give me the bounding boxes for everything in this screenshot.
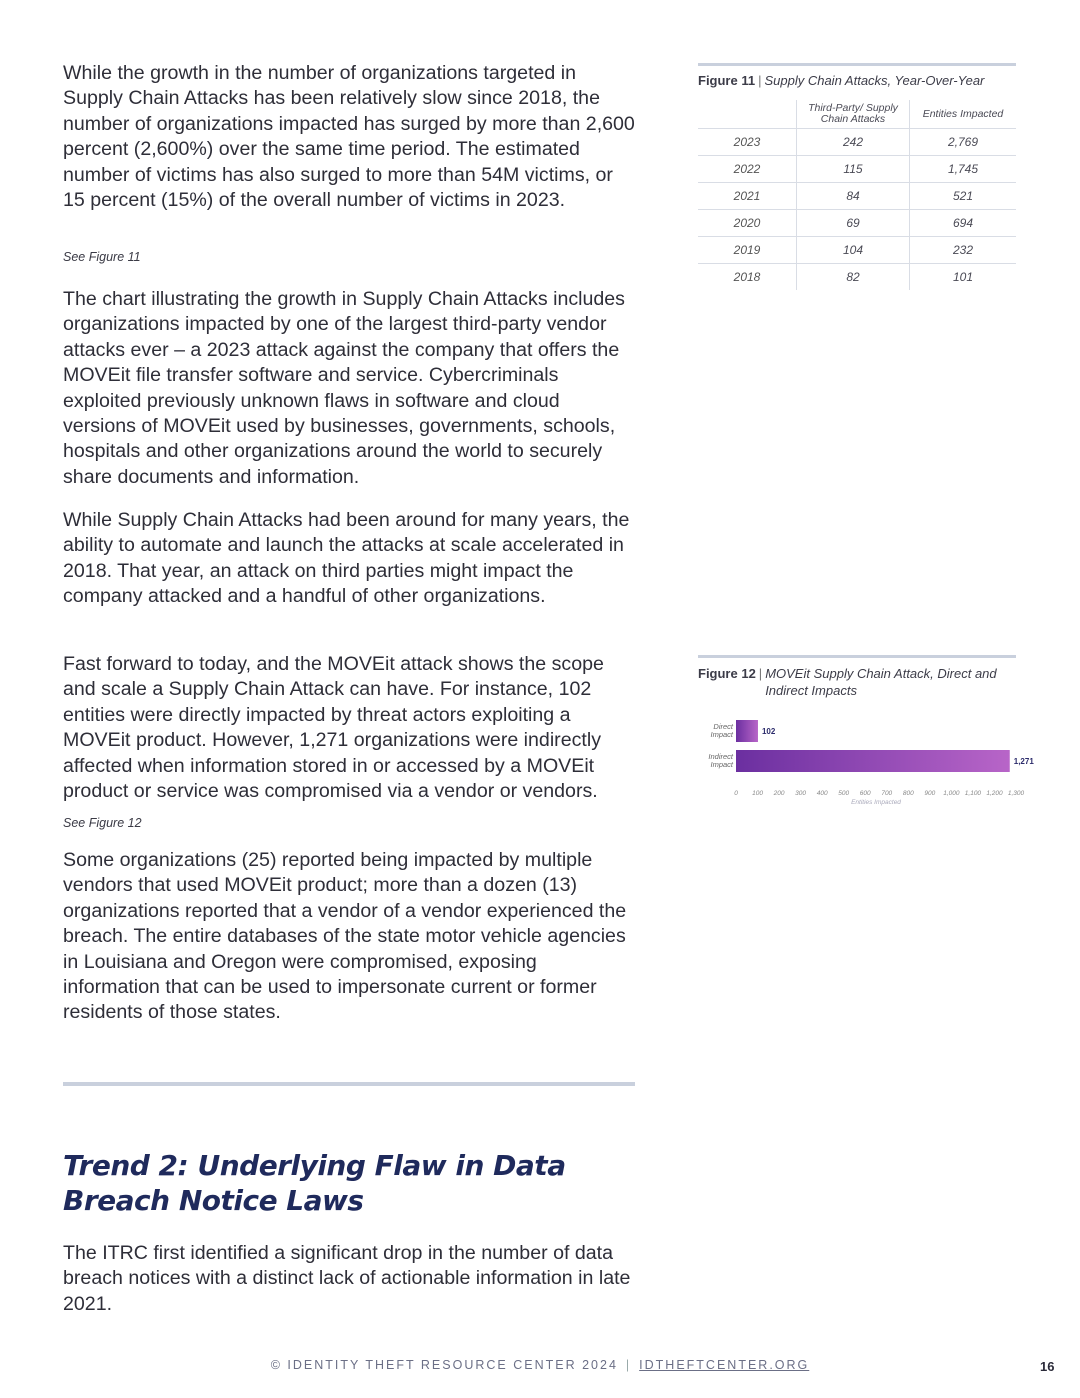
table-cell-year: 2019 bbox=[698, 237, 797, 264]
bar-direct-impact bbox=[736, 720, 758, 742]
figure-11-rule bbox=[698, 63, 1016, 66]
x-tick-label: 1,000 bbox=[943, 790, 960, 797]
page-footer bbox=[0, 1358, 1080, 1372]
table-cell-year: 2020 bbox=[698, 210, 797, 237]
x-tick-label: 1,200 bbox=[986, 790, 1003, 797]
x-tick-label: 200 bbox=[773, 790, 785, 797]
category-label: Impact bbox=[710, 730, 733, 739]
paragraph-moveit-chart: The chart illustrating the growth in Supply Chain Attacks includes organizations impacted by one of the largest third-party vendor attacks ever – a 2023 attack against the company that offers the MOVEit file transfer software and service. Cybercriminals exploited previously unknown flaws in software and cloud versions of MOVEit used by businesses, governments, schools, hospitals and other organizations around the world to securely share documents and information. bbox=[63, 288, 625, 488]
figure-12-title: MOVEit Supply Chain Attack, Direct and Indirect Impacts bbox=[765, 666, 997, 698]
figure-11-table bbox=[698, 100, 1016, 290]
table-cell-attacks: 69 bbox=[797, 210, 910, 237]
table-cell-attacks: 104 bbox=[797, 237, 910, 264]
table-cell-year: 2022 bbox=[698, 156, 797, 183]
data-label: 102 bbox=[761, 727, 776, 736]
section-divider bbox=[63, 1082, 635, 1086]
table-cell-entities: 2,769 bbox=[910, 129, 1017, 156]
figure-12-bar-chart bbox=[698, 712, 1034, 812]
figure-11-title: Supply Chain Attacks, Year-Over-Year bbox=[764, 73, 985, 88]
see-figure-11-note: See Figure 11 bbox=[63, 250, 141, 264]
table-cell-entities: 694 bbox=[910, 210, 1017, 237]
table-header-year bbox=[698, 100, 797, 129]
table-cell-year: 2018 bbox=[698, 264, 797, 291]
category-label: Indirect bbox=[708, 752, 733, 761]
paragraph-moveit-scope: Fast forward to today, and the MOVEit attack shows the scope and scale a Supply Chain Attack can have. For instance, 102 entities were directly impacted by threat actors exploiting a MOVEit product. However, 1,271 organizations were indirectly affected when information stored in or accessed by a MOVEit product or service was compromised via a vendor or vendors. bbox=[63, 653, 604, 803]
figure-11-separator: | bbox=[758, 73, 762, 88]
paragraph-automation-2018: While Supply Chain Attacks had been around for many years, the ability to automate and launch the attacks at scale accelerated in 2018. That year, an attack on third parties might impact the company attacked and a handful of other organizations. bbox=[63, 509, 630, 608]
page-number: 16 bbox=[1040, 1359, 1055, 1374]
x-tick-label: 0 bbox=[734, 790, 738, 797]
x-axis-label: Entities Impacted bbox=[851, 799, 901, 806]
figure-12-separator: | bbox=[758, 666, 763, 681]
table-row bbox=[698, 237, 1016, 264]
figure-12-rule bbox=[698, 655, 1016, 658]
footer-url-link[interactable]: IDTHEFTCENTER.ORG bbox=[639, 1358, 810, 1372]
x-tick-label: 1,100 bbox=[964, 790, 982, 797]
table-cell-entities: 521 bbox=[910, 183, 1017, 210]
x-tick-label: 600 bbox=[859, 790, 871, 797]
table-row bbox=[698, 210, 1016, 237]
table-cell-attacks: 115 bbox=[797, 156, 910, 183]
data-label: 1,271 bbox=[1013, 757, 1034, 766]
table-cell-attacks: 242 bbox=[797, 129, 910, 156]
table-row bbox=[698, 264, 1016, 291]
paragraph-multiple-vendors: Some organizations (25) reported being impacted by multiple vendors that used MOVEit product; more than a dozen (13) organizations reported that a vendor of a vendor experienced the breach. The entire databases of the state motor vehicle agencies in Louisiana and Oregon were compromised, exposing information that can be used to impersonate current or former residents of those states. bbox=[63, 849, 627, 1024]
x-tick-label: 500 bbox=[838, 790, 850, 797]
x-tick-label: 100 bbox=[752, 790, 763, 797]
category-label: Direct bbox=[713, 722, 733, 731]
table-cell-year: 2021 bbox=[698, 183, 797, 210]
x-tick-label: 700 bbox=[881, 790, 893, 797]
table-cell-attacks: 84 bbox=[797, 183, 910, 210]
figure-11-caption bbox=[698, 73, 984, 88]
table-cell-entities: 1,745 bbox=[910, 156, 1017, 183]
bar-indirect-impact bbox=[736, 750, 1010, 772]
figure-12-label: Figure 12 bbox=[698, 666, 756, 681]
figure-11-label: Figure 11 bbox=[698, 73, 756, 88]
category-label: Impact bbox=[710, 760, 733, 769]
figure-12-caption bbox=[698, 665, 1016, 699]
table-header-row bbox=[698, 100, 1016, 129]
trend-2-heading: Trend 2: Underlying Flaw in Data Breach Notice Laws bbox=[63, 1149, 566, 1217]
paragraph-supply-chain-growth: While the growth in the number of organizations targeted in Supply Chain Attacks has been relatively slow since 2018, the number of organizations impacted has surged by more than 2,600 percent (2,600%) over the same time period. The estimated number of victims has also surged to more than 54M victims, or 15 percent (15%) of the overall number of victims in 2023. bbox=[63, 62, 635, 212]
table-header-entities: Entities Impacted bbox=[922, 107, 1004, 120]
footer-separator: | bbox=[625, 1358, 632, 1372]
x-tick-label: 900 bbox=[924, 790, 936, 797]
x-tick-label: 1,300 bbox=[1007, 790, 1025, 797]
x-tick-label: 400 bbox=[816, 790, 828, 797]
table-row bbox=[698, 183, 1016, 210]
table-row bbox=[698, 129, 1016, 156]
see-figure-12-note: See Figure 12 bbox=[63, 816, 142, 830]
table-cell-entities: 232 bbox=[910, 237, 1017, 264]
x-tick-label: 800 bbox=[902, 790, 914, 797]
table-header-attacks: Third-Party/ Supply Chain Attacks bbox=[797, 100, 910, 129]
footer-copyright: © IDENTITY THEFT RESOURCE CENTER 2024 bbox=[270, 1358, 618, 1372]
table-cell-year: 2023 bbox=[698, 129, 797, 156]
table-row bbox=[698, 156, 1016, 183]
table-cell-entities: 101 bbox=[910, 264, 1017, 291]
x-tick-label: 300 bbox=[795, 790, 807, 797]
table-cell-attacks: 82 bbox=[797, 264, 910, 291]
paragraph-itrc-drop: The ITRC first identified a significant drop in the number of data breach notices with a distinct lack of actionable information in late 2021. bbox=[63, 1242, 631, 1315]
